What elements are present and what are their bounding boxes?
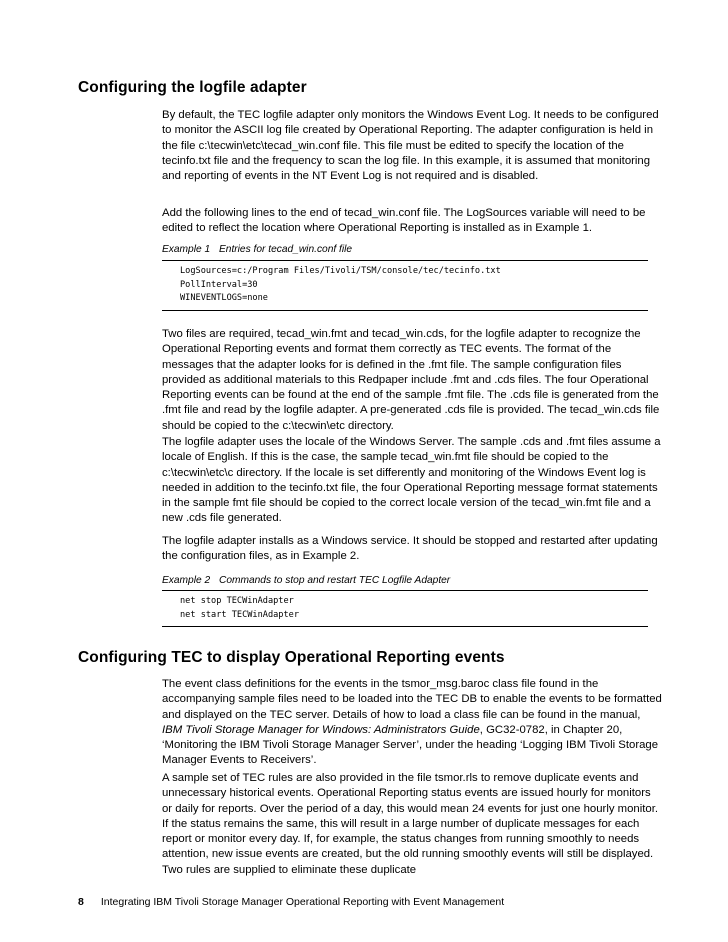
example2-label: Example 2	[162, 575, 211, 586]
paragraph-windows-service	[162, 534, 662, 565]
paragraph-required-files	[162, 327, 662, 434]
footer-title: Integrating IBM Tivoli Storage Manager Operational Reporting with Event Management	[100, 896, 505, 908]
example1-code-block	[162, 260, 648, 311]
code-line: PollInterval=30	[180, 279, 258, 290]
section-heading-tec-display: Configuring TEC to display Operational Reporting events	[78, 649, 505, 666]
example1-label: Example 1	[162, 244, 211, 255]
book-title: IBM Tivoli Storage Manager for Windows: Administrators Guide	[162, 723, 480, 736]
example2-caption	[162, 575, 662, 586]
example2-title: Commands to stop and restart TEC Logfile Adapter	[218, 575, 451, 586]
paragraph-text: Add the following lines to the end of tecad_win.conf file. The LogSources variable will need to be edited to reflect the location where Operational Reporting is installed as in Example 1.	[162, 207, 646, 235]
code-line: net stop TECWinAdapter	[180, 596, 294, 606]
code-line: net start TECWinAdapter	[180, 609, 299, 620]
page-footer	[78, 896, 504, 908]
paragraph-text: Two files are required, tecad_win.fmt and tecad_win.cds, for the logfile adapter to recognize the Operational Reporting events and format them correctly as TEC events. The format of the messages that the adapter looks for is defined in the .fmt file. The sample configuration files provided as additional materials to this Redpaper include .fmt and .cds files. The four Operational Reporting events can be found at the end of the sample .fmt file. The .cds file is generated from the .fmt file and read by the logfile adapter. A pre-generated .cds file is provided. The tecad_win.cds file should be copied to the c:\tecwin\etc directory.	[162, 328, 660, 432]
paragraph-event-class-definitions	[162, 677, 662, 769]
paragraph-text: A sample set of TEC rules are also provided in the file tsmor.rls to remove duplicate events and unnecessary historical events. Operational Reporting status events are issued hourly for monitors or daily for reports. Over the period of a day, this would mean 24 events for just one hourly monitor. If the status remains the same, this will result in a large number of duplicate messages for each report or monitor every day. If, for example, the status changes from running smoothly to needs attention, new issue events are created, but the old running smoothly events will still be displayed. Two rules are supplied to eliminate these duplicate	[162, 772, 659, 876]
page-number: 8	[78, 896, 84, 908]
example1-caption	[162, 244, 662, 255]
code-line: LogSources=c:/Program Files/Tivoli/TSM/console/tec/tecinfo.txt	[180, 266, 501, 276]
paragraph-tec-rules	[162, 771, 662, 878]
example2-code-block	[162, 590, 648, 627]
paragraph-default-monitoring	[162, 108, 662, 184]
code-line: WINEVENTLOGS=none	[180, 293, 268, 304]
paragraph-text: The event class definitions for the events in the tsmor_msg.baroc class file found in the accompanying sample files need to be loaded into the TEC DB to enable the events to be formatted and displayed on the TEC server. Details of how to load a class file can be found in the manual, IBM Tivoli Storage Manager for Windows: Administrators Guide, GC32-0782, in Chapter 20, ‘Monitoring the IBM Tivoli Storage Manager Server’, under the heading ‘Logging IBM Tivoli Storage Manager Events to Receivers’.	[162, 678, 662, 767]
paragraph-text: The logfile adapter uses the locale of the Windows Server. The sample .cds and .fmt files assume a locale of English. If this is the case, the sample tecad_win.fmt file should be copied to the c:\tecwin\etc\c directory. If the locale is set differently and monitoring of the Windows Event log is needed in addition to the tecinfo.txt file, the four Operational Reporting message format statements in the sample fmt file should be copied to the correct locale version of the tecad_win.fmt file and a new .cds file generated.	[162, 436, 661, 525]
paragraph-locale	[162, 435, 662, 527]
paragraph-text: By default, the TEC logfile adapter only monitors the Windows Event Log. It needs to be configured to monitor the ASCII log file created by Operational Reporting. The adapter configuration is held in the file c:\tecwin\etc\tecad_win.conf file. This file must be edited to specify the location of the tecinfo.txt file and the frequency to scan the log file. In this example, it is assumed that monitoring and reporting of events in the NT Event Log is not required and is disabled.	[162, 109, 659, 183]
section-heading-logfile-adapter: Configuring the logfile adapter	[78, 79, 307, 96]
paragraph-text: The logfile adapter installs as a Windows service. It should be stopped and restarted after updating the configuration files, as in Example 2.	[162, 535, 658, 563]
example1-title: Entries for tecad_win.conf file	[218, 244, 353, 255]
paragraph-add-lines	[162, 206, 662, 237]
